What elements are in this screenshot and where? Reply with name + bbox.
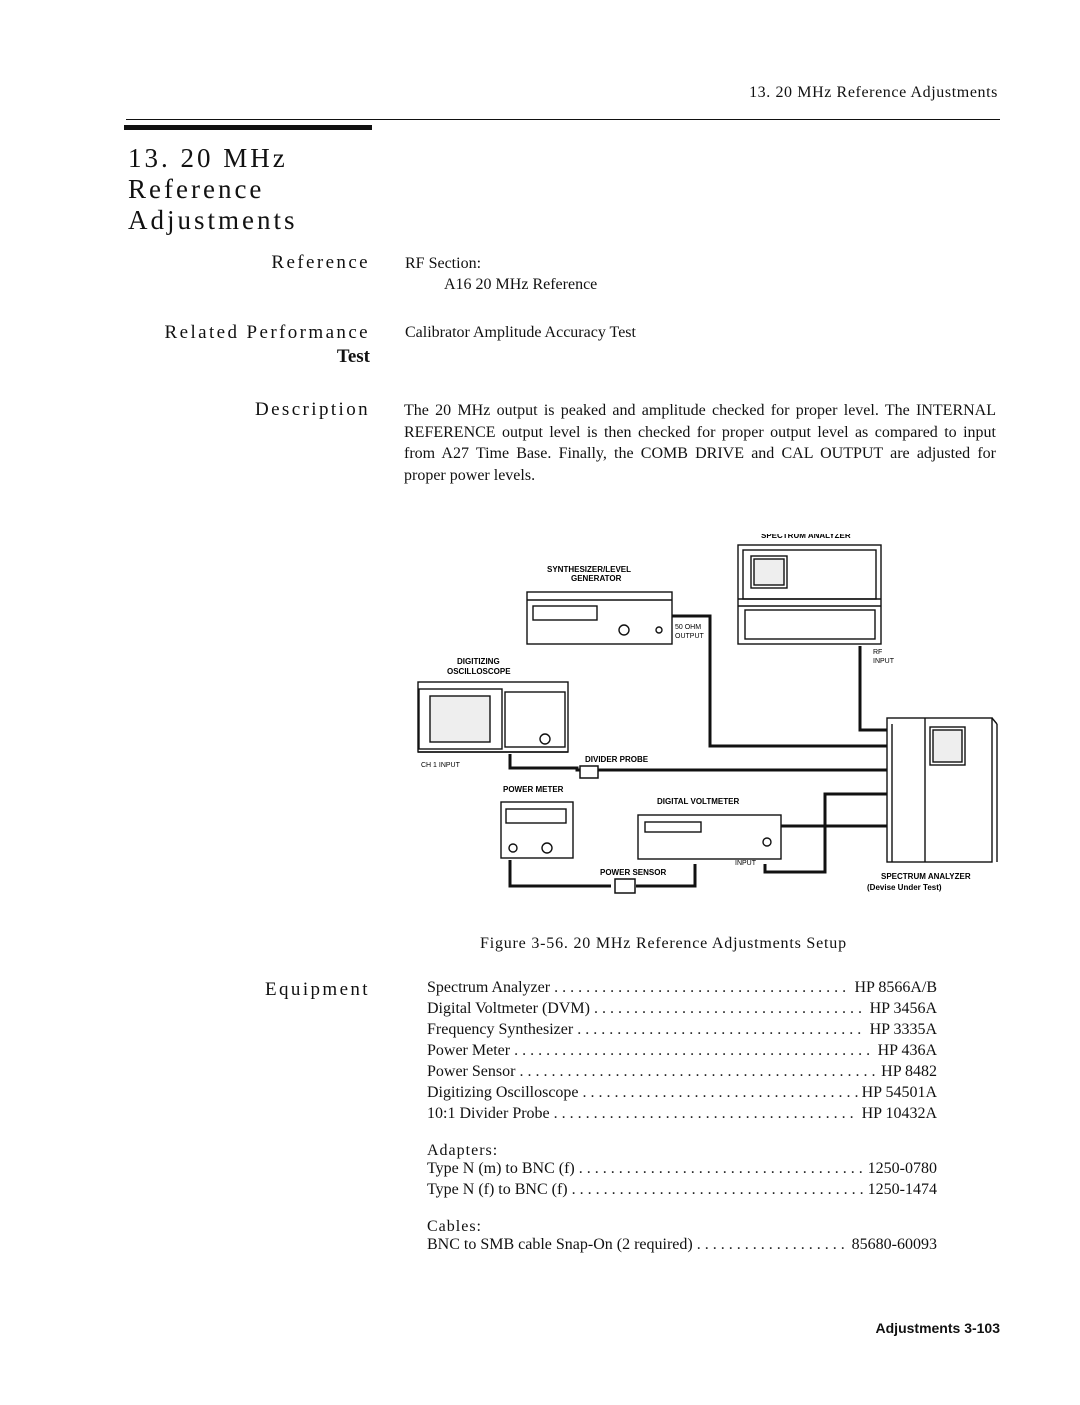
related-heading-test: Test	[336, 346, 370, 367]
label-power-meter: POWER METER	[503, 785, 564, 794]
dut-illustration	[887, 718, 997, 862]
equipment-row: Spectrum Analyzer . . . HP 8566A/B	[427, 979, 937, 1000]
label-dvm: DIGITAL VOLTMETER	[657, 797, 740, 806]
reference-heading: Reference	[271, 252, 370, 273]
equipment-row: Frequency Synthesizer . . . HP 3335A	[427, 1021, 937, 1042]
label-rf-input: INPUT	[873, 658, 894, 665]
description-heading: Description	[254, 399, 370, 420]
label-rf: RF	[873, 649, 883, 656]
equipment-row: Digital Voltmeter (DVM) . . . HP 3456A	[427, 1000, 937, 1021]
label-50-ohm: 50 OHM	[675, 624, 702, 631]
label-ch1-input: CH 1 INPUT	[421, 762, 460, 769]
cable-row: BNC to SMB cable Snap-On (2 required) . . . 85680-60093	[427, 1236, 937, 1257]
label-power-sensor: POWER SENSOR	[600, 868, 667, 877]
synthesizer-illustration	[527, 592, 672, 644]
label-osc-2: OSCILLOSCOPE	[447, 667, 511, 676]
label-dut-1: SPECTRUM ANALYZER	[881, 872, 971, 881]
header-rule	[126, 119, 1000, 120]
equipment-row: Power Meter . . . HP 436A	[427, 1042, 937, 1063]
label-synth-2: GENERATOR	[571, 574, 622, 583]
label-divider-probe: DIVIDER PROBE	[585, 755, 649, 764]
section-title	[128, 143, 298, 236]
equipment-row: Power Sensor . . . HP 8482	[427, 1063, 937, 1084]
related-heading: Related Performance	[164, 322, 370, 343]
equipment-list	[427, 979, 937, 1257]
setup-diagram-svg	[405, 534, 1005, 914]
label-spectrum-analyzer: SPECTRUM ANALYZER	[761, 534, 851, 540]
title-line-3: Adjustments	[128, 205, 298, 235]
reference-line-2: A16 20 MHz Reference	[444, 276, 598, 293]
equipment-heading: Equipment	[265, 979, 370, 1000]
cables-heading: Cables:	[427, 1218, 482, 1235]
equipment-row: Digitizing Oscilloscope . . . HP 54501A	[427, 1084, 937, 1105]
reference-line-1: RF Section:	[405, 255, 482, 272]
adapter-row: Type N (f) to BNC (f) . . . 1250-1474	[427, 1181, 937, 1202]
label-output: OUTPUT	[675, 633, 704, 640]
description-text: The 20 MHz output is peaked and amplitude checked for proper level. The INTERNAL REFERENCE output level is then checked for proper output level as compared to input from A27 Time Base. Finally, the COMB DRIVE and CAL OUTPUT are adjusted for proper power levels.	[404, 402, 996, 484]
label-dvm-input: INPUT	[735, 860, 756, 867]
setup-diagram	[405, 534, 1005, 914]
running-header: 13. 20 MHz Reference Adjustments	[749, 84, 998, 101]
spectrum-analyzer-illustration	[738, 545, 881, 644]
section-rule	[124, 125, 372, 130]
dvm-illustration	[638, 815, 781, 859]
power-meter-illustration	[501, 802, 573, 858]
oscilloscope-illustration	[418, 682, 568, 752]
adapters-heading: Adapters:	[427, 1142, 499, 1159]
related-test-text: Calibrator Amplitude Accuracy Test	[405, 324, 636, 341]
label-osc-1: DIGITIZING	[457, 657, 500, 666]
page-footer: Adjustments 3-103	[875, 1320, 1000, 1336]
label-synth-1: SYNTHESIZER/LEVEL	[547, 565, 632, 574]
title-line-2: Reference	[128, 174, 265, 204]
adapter-row: Type N (m) to BNC (f) . . . 1250-0780	[427, 1160, 937, 1181]
equipment-row: 10:1 Divider Probe . . . HP 10432A	[427, 1105, 937, 1126]
figure-caption: Figure 3-56. 20 MHz Reference Adjustments Setup	[480, 935, 847, 952]
label-dut-2: (Devise Under Test)	[867, 883, 942, 892]
title-line-1: 13. 20 MHz	[128, 143, 288, 173]
